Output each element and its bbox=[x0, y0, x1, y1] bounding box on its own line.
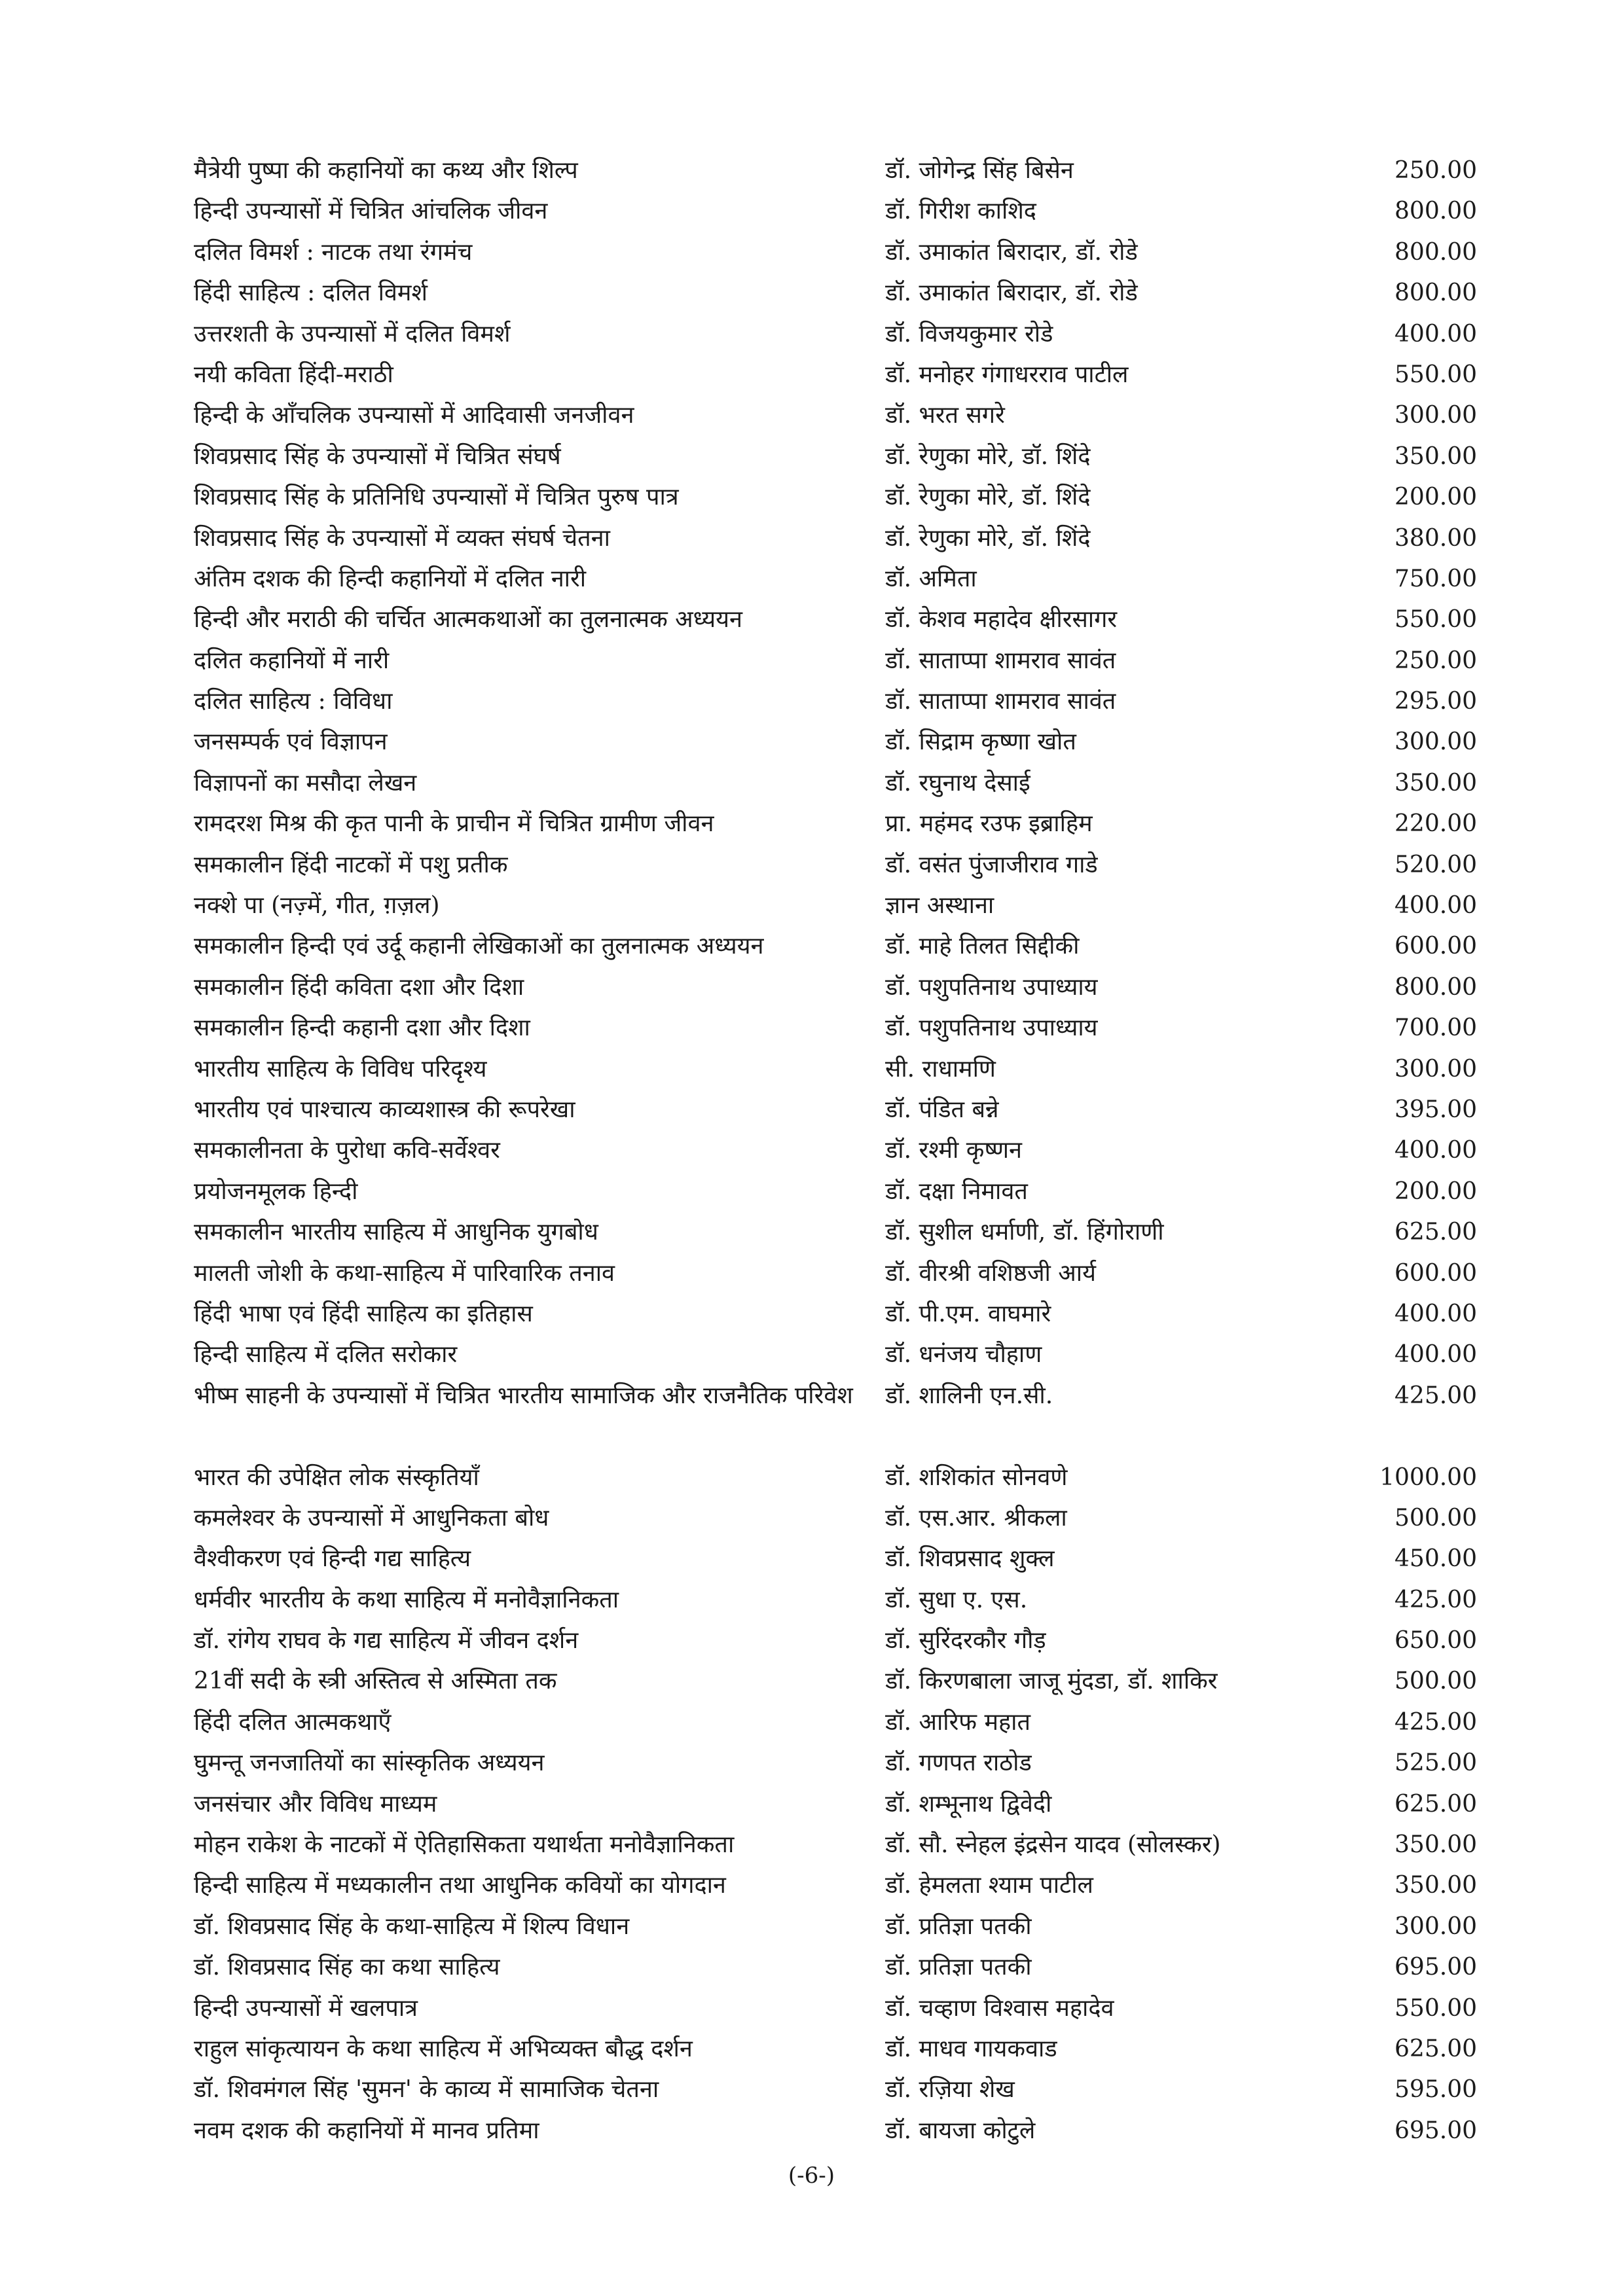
book-author: प्रा. महंमद रउफ इब्राहिम bbox=[885, 810, 1093, 838]
book-row bbox=[194, 1172, 1477, 1212]
book-author: डॉ. प्रतिज्ञा पतकी bbox=[885, 1954, 1032, 1981]
book-author: डॉ. शम्भूनाथ द्विवेदी bbox=[885, 1790, 1052, 1818]
book-author: डॉ. रघुनाथ देसाई bbox=[885, 769, 1030, 797]
book-price: 625.00 bbox=[1395, 2035, 1477, 2062]
book-price: 650.00 bbox=[1395, 1627, 1477, 1655]
book-row bbox=[194, 1458, 1477, 1498]
book-title: नवम दशक की कहानियों में मानव प्रतिमा bbox=[194, 2117, 539, 2144]
book-price: 695.00 bbox=[1395, 2117, 1477, 2144]
book-author: डॉ. साताप्पा शामराव सावंत bbox=[885, 688, 1116, 715]
book-title: वैश्वीकरण एवं हिन्दी गद्य साहित्य bbox=[194, 1545, 471, 1573]
book-title: समकालीन भारतीय साहित्य में आधुनिक युगबोध bbox=[194, 1219, 598, 1246]
book-title: समकालीन हिंदी कविता दशा और दिशा bbox=[194, 973, 524, 1001]
book-author: डॉ. साताप्पा शामराव सावंत bbox=[885, 647, 1116, 674]
book-row bbox=[194, 1947, 1477, 1988]
book-row bbox=[194, 437, 1477, 477]
book-price: 425.00 bbox=[1395, 1586, 1477, 1613]
book-title: डॉ. शिवप्रसाद सिंह के कथा-साहित्य में शिल्प विधान bbox=[194, 1912, 630, 1940]
book-title: धर्मवीर भारतीय के कथा साहित्य में मनोवैज्ञानिकता bbox=[194, 1586, 619, 1613]
book-author: डॉ. माधव गायकवाड bbox=[885, 2035, 1057, 2062]
book-title: डॉ. शिवप्रसाद सिंह का कथा साहित्य bbox=[194, 1954, 500, 1981]
book-author: डॉ. विजयकुमार रोडे bbox=[885, 320, 1053, 348]
book-title: शिवप्रसाद सिंह के उपन्यासों में चित्रित संघर्ष bbox=[194, 442, 561, 470]
book-title: समकालीन हिंदी नाटकों में पशु प्रतीक bbox=[194, 851, 508, 878]
book-row bbox=[194, 804, 1477, 844]
book-author: डॉ. रेणुका मोरे, डॉ. शिंदे bbox=[885, 484, 1091, 511]
book-price: 200.00 bbox=[1395, 484, 1477, 511]
book-row bbox=[194, 926, 1477, 967]
book-row bbox=[194, 191, 1477, 232]
book-price: 1000.00 bbox=[1379, 1463, 1477, 1491]
book-author: डॉ. सौ. स्नेहल इंद्रसेन यादव (सोलस्कर) bbox=[885, 1831, 1221, 1859]
book-price: 425.00 bbox=[1395, 1382, 1477, 1409]
book-author: डॉ. पंडित बन्ने bbox=[885, 1096, 999, 1123]
book-row bbox=[194, 1130, 1477, 1171]
book-author: डॉ. उमाकांत बिरादार, डॉ. रोडे bbox=[885, 238, 1138, 266]
book-author: डॉ. बायजा कोटुले bbox=[885, 2117, 1036, 2144]
book-price: 550.00 bbox=[1395, 1994, 1477, 2022]
book-row bbox=[194, 1376, 1477, 1458]
book-price: 380.00 bbox=[1395, 524, 1477, 552]
book-price: 625.00 bbox=[1395, 1219, 1477, 1246]
book-price: 695.00 bbox=[1395, 1954, 1477, 1981]
book-author: ज्ञान अस्थाना bbox=[885, 892, 994, 920]
book-author: डॉ. रेणुका मोरे, डॉ. शिंदे bbox=[885, 442, 1091, 470]
book-row bbox=[194, 1743, 1477, 1784]
book-author: डॉ. वीरश्री वशिष्ठजी आर्य bbox=[885, 1259, 1096, 1287]
book-row bbox=[194, 477, 1477, 518]
book-price: 600.00 bbox=[1395, 1259, 1477, 1287]
book-price: 400.00 bbox=[1395, 1137, 1477, 1164]
book-row bbox=[194, 355, 1477, 395]
book-title: जनसम्पर्क एवं विज्ञापन bbox=[194, 728, 388, 756]
book-author: डॉ. गिरीश काशिद bbox=[885, 198, 1036, 225]
book-author: डॉ. माहे तिलत सिद्दीकी bbox=[885, 933, 1080, 960]
book-title: हिन्दी उपन्यासों में खलपात्र bbox=[194, 1994, 418, 2022]
book-row bbox=[194, 2111, 1477, 2151]
book-price: 350.00 bbox=[1395, 769, 1477, 797]
book-title: भारतीय साहित्य के विविध परिदृश्य bbox=[194, 1055, 487, 1083]
book-row bbox=[194, 1335, 1477, 1375]
book-author: डॉ. चव्हाण विश्वास महादेव bbox=[885, 1994, 1114, 2022]
book-title: हिन्दी और मराठी की चर्चित आत्मकथाओं का तुलनात्मक अध्ययन bbox=[194, 606, 742, 634]
book-author: डॉ. सुधा ए. एस. bbox=[885, 1586, 1028, 1613]
book-price: 800.00 bbox=[1395, 279, 1477, 307]
book-title: उत्तरशती के उपन्यासों में दलित विमर्श bbox=[194, 320, 511, 348]
book-author: डॉ. अमिता bbox=[885, 565, 977, 592]
book-row bbox=[194, 395, 1477, 436]
page-number: (-6-) bbox=[788, 2162, 835, 2189]
book-row bbox=[194, 641, 1477, 681]
book-row bbox=[194, 1907, 1477, 1947]
book-title: हिन्दी के आँचलिक उपन्यासों में आदिवासी जनजीवन bbox=[194, 402, 634, 429]
book-row bbox=[194, 1580, 1477, 1621]
book-title: डॉ. रांगेय राघव के गद्य साहित्य में जीवन दर्शन bbox=[194, 1627, 579, 1655]
book-title: विज्ञापनों का मसौदा लेखन bbox=[194, 769, 417, 797]
book-title: राहुल सांकृत्यायन के कथा साहित्य में अभिव्यक्त बौद्ध दर्शन bbox=[194, 2035, 693, 2062]
book-title: प्रयोजनमूलक हिन्दी bbox=[194, 1177, 358, 1205]
book-row bbox=[194, 763, 1477, 804]
book-price: 250.00 bbox=[1395, 647, 1477, 674]
book-author: डॉ. पशुपतिनाथ उपाध्याय bbox=[885, 973, 1098, 1001]
book-row bbox=[194, 1049, 1477, 1090]
book-row bbox=[194, 151, 1477, 191]
book-list bbox=[194, 151, 1477, 2151]
book-price: 800.00 bbox=[1395, 973, 1477, 1001]
book-title: हिन्दी साहित्य में मध्यकालीन तथा आधुनिक कवियों का योगदान bbox=[194, 1872, 726, 1899]
book-title: भीष्म साहनी के उपन्यासों में चित्रित भारतीय सामाजिक और राजनैतिक परिवेश bbox=[194, 1382, 853, 1409]
book-row bbox=[194, 273, 1477, 314]
book-price: 595.00 bbox=[1395, 2076, 1477, 2104]
book-author: डॉ. शालिनी एन.सी. bbox=[885, 1382, 1053, 1409]
book-row bbox=[194, 1498, 1477, 1539]
book-author: डॉ. पी.एम. वाघमारे bbox=[885, 1300, 1051, 1327]
book-row bbox=[194, 1212, 1477, 1253]
book-price: 700.00 bbox=[1395, 1014, 1477, 1042]
book-row bbox=[194, 600, 1477, 640]
book-price: 800.00 bbox=[1395, 238, 1477, 266]
book-row bbox=[194, 1253, 1477, 1294]
book-author: डॉ. मनोहर गंगाधरराव पाटील bbox=[885, 361, 1129, 388]
book-price: 400.00 bbox=[1395, 320, 1477, 348]
book-price: 300.00 bbox=[1395, 1055, 1477, 1083]
book-author: डॉ. वसंत पुंजाजीराव गाडे bbox=[885, 851, 1098, 878]
book-title: मालती जोशी के कथा-साहित्य में पारिवारिक तनाव bbox=[194, 1259, 615, 1287]
book-title: समकालीन हिन्दी एवं उर्दू कहानी लेखिकाओं का तुलनात्मक अध्ययन bbox=[194, 933, 764, 960]
book-author: डॉ. रज़िया शेख bbox=[885, 2076, 1015, 2104]
book-row bbox=[194, 518, 1477, 559]
book-author: डॉ. हेमलता श्याम पाटील bbox=[885, 1872, 1093, 1899]
book-title: मैत्रेयी पुष्पा की कहानियों का कथ्य और शिल्प bbox=[194, 157, 578, 184]
book-title: दलित कहानियों में नारी bbox=[194, 647, 390, 674]
book-row bbox=[194, 1702, 1477, 1743]
book-price: 500.00 bbox=[1395, 1504, 1477, 1532]
book-title: शिवप्रसाद सिंह के प्रतिनिधि उपन्यासों में चित्रित पुरुष पात्र bbox=[194, 484, 679, 511]
book-price: 625.00 bbox=[1395, 1790, 1477, 1818]
book-row bbox=[194, 1865, 1477, 1906]
book-row bbox=[194, 1825, 1477, 1865]
book-title: दलित विमर्श : नाटक तथा रंगमंच bbox=[194, 238, 473, 266]
book-row bbox=[194, 1539, 1477, 1579]
book-author: डॉ. दक्षा निमावत bbox=[885, 1177, 1028, 1205]
book-price: 800.00 bbox=[1395, 198, 1477, 225]
book-row bbox=[194, 232, 1477, 273]
book-price: 600.00 bbox=[1395, 933, 1477, 960]
book-author: डॉ. सुरिंदरकौर गौड़ bbox=[885, 1627, 1046, 1655]
book-author: डॉ. रेणुका मोरे, डॉ. शिंदे bbox=[885, 524, 1091, 552]
book-title: डॉ. शिवमंगल सिंह 'सुमन' के काव्य में सामाजिक चेतना bbox=[194, 2076, 659, 2104]
book-row bbox=[194, 845, 1477, 886]
book-title: भारतीय एवं पाश्चात्य काव्यशास्त्र की रूपरेखा bbox=[194, 1096, 575, 1123]
book-author: डॉ. गणपत राठोड bbox=[885, 1749, 1032, 1777]
book-title: समकालीनता के पुरोधा कवि-सर्वेश्वर bbox=[194, 1137, 500, 1164]
book-row bbox=[194, 314, 1477, 355]
book-row bbox=[194, 2070, 1477, 2110]
book-title: अंतिम दशक की हिन्दी कहानियों में दलित नारी bbox=[194, 565, 587, 592]
book-price: 550.00 bbox=[1395, 606, 1477, 634]
book-author: डॉ. प्रतिज्ञा पतकी bbox=[885, 1912, 1032, 1940]
book-title: समकालीन हिन्दी कहानी दशा और दिशा bbox=[194, 1014, 530, 1042]
book-title: नक्शे पा (नज़्में, गीत, ग़ज़ल) bbox=[194, 892, 440, 920]
book-price: 300.00 bbox=[1395, 728, 1477, 756]
book-row bbox=[194, 886, 1477, 926]
book-title: मोहन राकेश के नाटकों में ऐतिहासिकता यथार्थता मनोवैज्ञानिकता bbox=[194, 1831, 735, 1859]
book-author: डॉ. धनंजय चौहाण bbox=[885, 1341, 1042, 1369]
book-row bbox=[194, 967, 1477, 1008]
book-price: 300.00 bbox=[1395, 402, 1477, 429]
book-title: रामदरश मिश्र की कृत पानी के प्राचीन में चित्रित ग्रामीण जीवन bbox=[194, 810, 714, 838]
book-author: डॉ. एस.आर. श्रीकला bbox=[885, 1504, 1067, 1532]
book-author: डॉ. रश्मी कृष्णन bbox=[885, 1137, 1023, 1164]
book-price: 400.00 bbox=[1395, 892, 1477, 920]
book-price: 450.00 bbox=[1395, 1545, 1477, 1573]
book-author: डॉ. जोगेन्द्र सिंह बिसेन bbox=[885, 157, 1074, 184]
book-author: सी. राधामणि bbox=[885, 1055, 996, 1083]
book-row bbox=[194, 1294, 1477, 1335]
book-row bbox=[194, 681, 1477, 722]
book-title: घुमन्तू जनजातियों का सांस्कृतिक अध्ययन bbox=[194, 1749, 545, 1777]
book-author: डॉ. भरत सगरे bbox=[885, 402, 1005, 429]
book-author: डॉ. किरणबाला जाजू मुंदडा, डॉ. शाकिर bbox=[885, 1668, 1218, 1695]
book-price: 250.00 bbox=[1395, 157, 1477, 184]
book-row bbox=[194, 1661, 1477, 1702]
book-title: भारत की उपेक्षित लोक संस्कृतियाँ bbox=[194, 1463, 479, 1491]
book-price: 350.00 bbox=[1395, 442, 1477, 470]
book-price: 400.00 bbox=[1395, 1300, 1477, 1327]
book-row bbox=[194, 1784, 1477, 1825]
book-price: 350.00 bbox=[1395, 1872, 1477, 1899]
book-author: डॉ. शिवप्रसाद शुक्ल bbox=[885, 1545, 1055, 1573]
book-price: 425.00 bbox=[1395, 1708, 1477, 1736]
book-price: 295.00 bbox=[1395, 688, 1477, 715]
book-title: हिन्दी साहित्य में दलित सरोकार bbox=[194, 1341, 458, 1369]
book-price: 200.00 bbox=[1395, 1177, 1477, 1205]
book-title: कमलेश्वर के उपन्यासों में आधुनिकता बोध bbox=[194, 1504, 549, 1532]
book-price: 520.00 bbox=[1395, 851, 1477, 878]
book-author: डॉ. सुशील धर्माणी, डॉ. हिंगोराणी bbox=[885, 1219, 1164, 1246]
book-author: डॉ. उमाकांत बिरादार, डॉ. रोडे bbox=[885, 279, 1138, 307]
book-price: 550.00 bbox=[1395, 361, 1477, 388]
book-price: 400.00 bbox=[1395, 1341, 1477, 1369]
book-row bbox=[194, 722, 1477, 762]
book-title: दलित साहित्य : विविधा bbox=[194, 688, 393, 715]
book-title: 21वीं सदी के स्त्री अस्तित्व से अस्मिता तक bbox=[194, 1668, 557, 1695]
book-author: डॉ. शशिकांत सोनवणे bbox=[885, 1463, 1068, 1491]
book-row bbox=[194, 1621, 1477, 1661]
book-price: 750.00 bbox=[1395, 565, 1477, 592]
book-author: डॉ. सिद्राम कृष्णा खोत bbox=[885, 728, 1076, 756]
book-row bbox=[194, 1008, 1477, 1049]
book-row bbox=[194, 1090, 1477, 1130]
book-row bbox=[194, 1988, 1477, 2029]
book-author: डॉ. आरिफ महात bbox=[885, 1708, 1030, 1736]
book-title: नयी कविता हिंदी-मराठी bbox=[194, 361, 393, 388]
book-price: 500.00 bbox=[1395, 1668, 1477, 1695]
book-price: 395.00 bbox=[1395, 1096, 1477, 1123]
book-title: हिंदी भाषा एवं हिंदी साहित्य का इतिहास bbox=[194, 1300, 533, 1327]
book-price: 300.00 bbox=[1395, 1912, 1477, 1940]
book-title: हिंदी दलित आत्मकथाएँ bbox=[194, 1708, 392, 1736]
book-title: हिन्दी उपन्यासों में चित्रित आंचलिक जीवन bbox=[194, 198, 548, 225]
book-row bbox=[194, 2029, 1477, 2070]
book-price: 350.00 bbox=[1395, 1831, 1477, 1859]
book-author: डॉ. पशुपतिनाथ उपाध्याय bbox=[885, 1014, 1098, 1042]
book-row bbox=[194, 559, 1477, 600]
book-author: डॉ. केशव महादेव क्षीरसागर bbox=[885, 606, 1118, 634]
book-price: 525.00 bbox=[1395, 1749, 1477, 1777]
book-title: जनसंचार और विविध माध्यम bbox=[194, 1790, 437, 1818]
book-price: 220.00 bbox=[1395, 810, 1477, 838]
book-title: हिंदी साहित्य : दलित विमर्श bbox=[194, 279, 428, 307]
book-title: शिवप्रसाद सिंह के उपन्यासों में व्यक्त संघर्ष चेतना bbox=[194, 524, 610, 552]
